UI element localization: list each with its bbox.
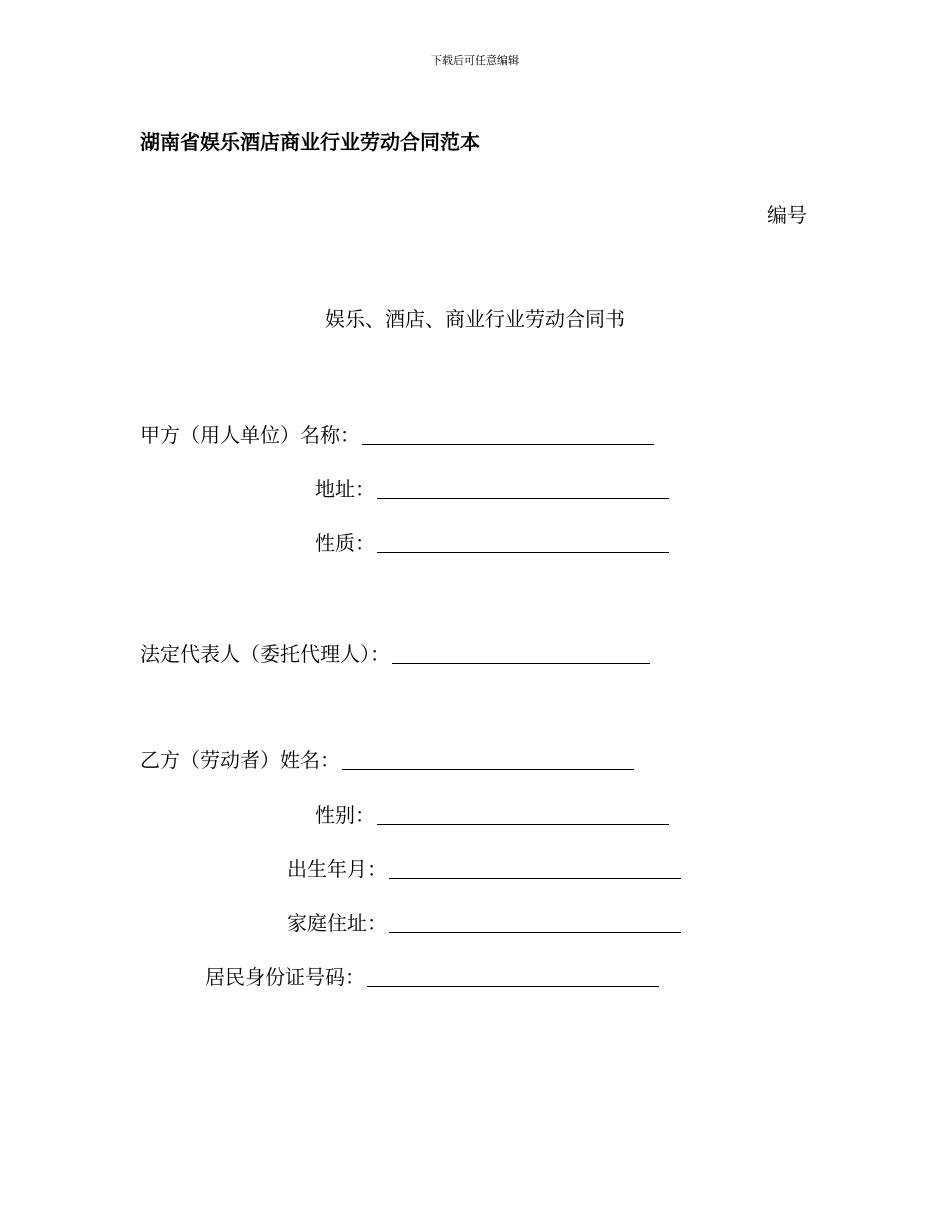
party-a-name-label: 甲方（用人单位）名称： [140,423,360,447]
party-b-home-address-label: 家庭住址： [287,911,387,935]
document-title: 湖南省娱乐酒店商业行业劳动合同范本 [140,130,480,154]
party-a-address-label: 地址： [315,477,375,501]
party-b-gender-row [315,802,669,828]
party-a-nature-row [315,530,669,556]
party-b-name-row [140,747,634,773]
party-b-birth-row [287,856,681,882]
party-a-address-field[interactable] [377,480,669,499]
party-a-name-row [140,422,654,448]
header-note: 下载后可任意编辑 [431,54,519,67]
legal-rep-field[interactable] [392,645,650,664]
party-a-address-row [315,476,669,502]
party-b-birth-label: 出生年月： [287,857,387,881]
party-b-home-address-row [287,910,681,936]
legal-rep-row [140,641,650,667]
party-b-gender-field[interactable] [377,806,669,825]
party-b-home-address-field[interactable] [389,914,681,933]
contract-title: 娱乐、酒店、商业行业劳动合同书 [325,307,625,331]
party-a-name-field[interactable] [362,426,654,445]
serial-number-label: 编号 [767,203,807,227]
party-b-id-number-field[interactable] [367,968,659,987]
party-a-nature-label: 性质： [315,531,375,555]
party-b-name-label: 乙方（劳动者）姓名： [140,748,340,772]
party-b-gender-label: 性别： [315,803,375,827]
party-a-nature-field[interactable] [377,534,669,553]
party-b-birth-field[interactable] [389,860,681,879]
legal-rep-label: 法定代表人（委托代理人）： [140,642,390,666]
party-b-id-number-row [205,964,659,990]
party-b-name-field[interactable] [342,751,634,770]
party-b-id-number-label: 居民身份证号码： [205,965,365,989]
